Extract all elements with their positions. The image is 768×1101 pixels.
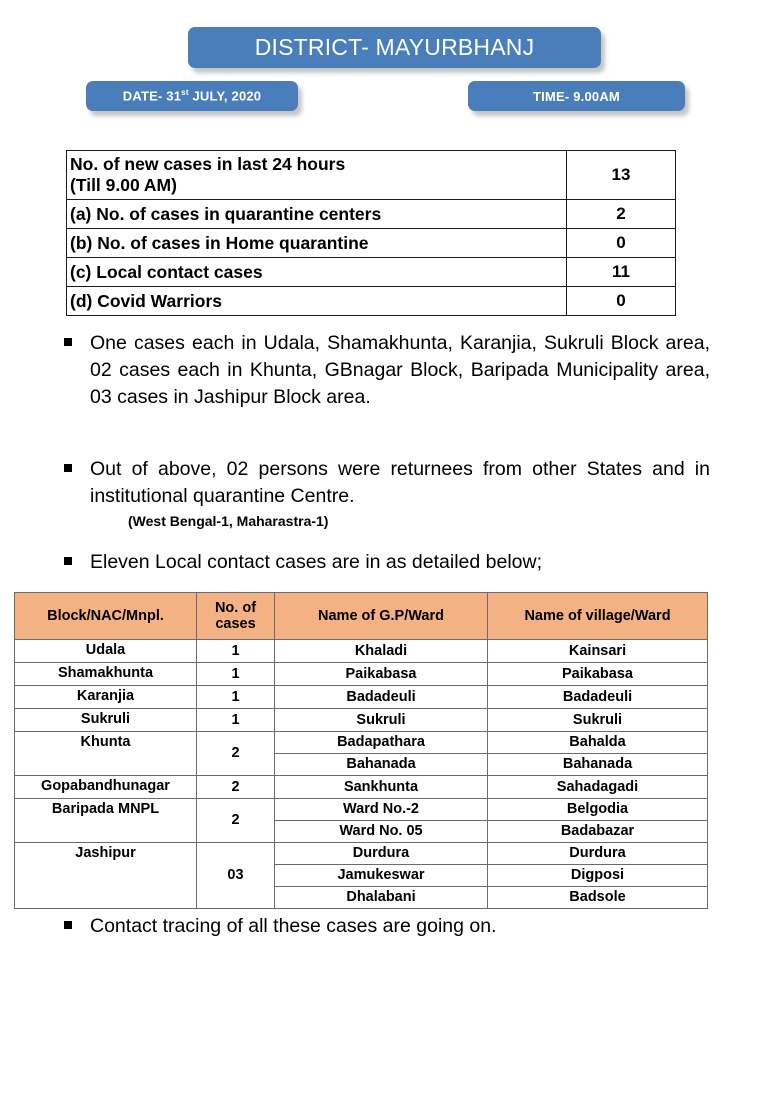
table-header-row bbox=[15, 593, 708, 640]
gp-ward-name: Ward No. 05 bbox=[275, 821, 488, 843]
gp-ward-name: Sukruli bbox=[275, 709, 488, 732]
district-title-text: DISTRICT- MAYURBHANJ bbox=[254, 34, 535, 60]
bullet-block-local-contact-intro bbox=[64, 549, 712, 576]
block-case-count: 1 bbox=[197, 663, 275, 686]
table-row bbox=[15, 776, 708, 799]
column-header-cases-line1: No. of bbox=[214, 599, 257, 616]
local-contact-cases-table bbox=[14, 592, 708, 909]
square-bullet-icon bbox=[64, 464, 72, 472]
column-header-gp-ward: Name of G.P/Ward bbox=[275, 593, 488, 640]
table-row bbox=[67, 200, 676, 229]
district-title-banner bbox=[188, 27, 601, 68]
detail-table-body bbox=[15, 640, 708, 909]
bullet-text-returnees-wrapper bbox=[90, 456, 710, 531]
summary-label-line1: No. of new cases in last 24 hours bbox=[70, 154, 346, 175]
summary-value-covid-warriors: 0 bbox=[567, 287, 676, 316]
bullet-text-contact-tracing: Contact tracing of all these cases are going on. bbox=[90, 915, 497, 937]
column-header-village-ward: Name of village/Ward bbox=[488, 593, 708, 640]
summary-label-line2: (Till 9.00 AM) bbox=[70, 175, 177, 195]
gp-ward-name: Badapathara bbox=[275, 732, 488, 754]
block-name: Karanjia bbox=[15, 686, 197, 709]
gp-ward-name: Khaladi bbox=[275, 640, 488, 663]
square-bullet-icon bbox=[64, 921, 72, 929]
date-banner bbox=[86, 81, 298, 111]
table-row bbox=[15, 663, 708, 686]
summary-label-quarantine-centers: (a) No. of cases in quarantine centers bbox=[67, 200, 567, 229]
summary-value-quarantine-centers: 2 bbox=[567, 200, 676, 229]
village-ward-name: Badsole bbox=[488, 887, 708, 909]
bullet-block-contact-tracing bbox=[64, 913, 712, 940]
table-row bbox=[67, 287, 676, 316]
village-ward-name: Bahalda bbox=[488, 732, 708, 754]
gp-ward-name: Badadeuli bbox=[275, 686, 488, 709]
block-case-count: 2 bbox=[197, 776, 275, 799]
block-name: Khunta bbox=[15, 732, 197, 776]
block-name: Sukruli bbox=[15, 709, 197, 732]
block-case-count: 1 bbox=[197, 709, 275, 732]
date-prefix: DATE- 31 bbox=[122, 88, 182, 104]
village-ward-name: Kainsari bbox=[488, 640, 708, 663]
bullet-block-returnees bbox=[64, 456, 712, 531]
date-text bbox=[123, 88, 262, 103]
block-name: Udala bbox=[15, 640, 197, 663]
gp-ward-name: Paikabasa bbox=[275, 663, 488, 686]
table-row bbox=[67, 258, 676, 287]
block-case-count: 03 bbox=[197, 843, 275, 909]
square-bullet-icon bbox=[64, 557, 72, 565]
village-ward-name: Bahanada bbox=[488, 754, 708, 776]
table-row bbox=[15, 843, 708, 865]
summary-label-total bbox=[67, 151, 567, 200]
gp-ward-name: Ward No.-2 bbox=[275, 799, 488, 821]
bullet-block-case-distribution bbox=[64, 330, 712, 411]
village-ward-name: Durdura bbox=[488, 843, 708, 865]
village-ward-name: Sahadagadi bbox=[488, 776, 708, 799]
block-case-count: 1 bbox=[197, 686, 275, 709]
block-case-count: 2 bbox=[197, 799, 275, 843]
returnees-state-note: (West Bengal-1, Maharastra-1) bbox=[128, 512, 329, 529]
square-bullet-icon bbox=[64, 338, 72, 346]
summary-value-home-quarantine: 0 bbox=[567, 229, 676, 258]
table-row bbox=[15, 640, 708, 663]
detail-table-head bbox=[15, 593, 708, 640]
block-name: Gopabandhunagar bbox=[15, 776, 197, 799]
date-superscript: st bbox=[181, 88, 189, 98]
bullet-text-returnees: Out of above, 02 persons were returnees from other States and in institutional quarantine Centre. bbox=[90, 458, 710, 507]
time-text: TIME- 9.00AM bbox=[533, 88, 620, 104]
table-row bbox=[67, 151, 676, 200]
summary-table-body bbox=[67, 151, 676, 316]
gp-ward-name: Jamukeswar bbox=[275, 865, 488, 887]
column-header-cases bbox=[197, 593, 275, 640]
summary-label-covid-warriors: (d) Covid Warriors bbox=[67, 287, 567, 316]
gp-ward-name: Dhalabani bbox=[275, 887, 488, 909]
table-row bbox=[67, 229, 676, 258]
column-header-cases-line2: cases bbox=[215, 616, 256, 632]
gp-ward-name: Sankhunta bbox=[275, 776, 488, 799]
village-ward-name: Belgodia bbox=[488, 799, 708, 821]
table-row bbox=[15, 799, 708, 821]
bullet-text-case-distribution: One cases each in Udala, Shamakhunta, Karanjia, Sukruli Block area, 02 cases each in Khunta, GBnagar Block, Baripada Municipality area, 03 cases in Jashipur Block area. bbox=[90, 332, 710, 408]
block-case-count: 1 bbox=[197, 640, 275, 663]
summary-value-local-contact: 11 bbox=[567, 258, 676, 287]
table-row bbox=[15, 732, 708, 754]
column-header-block: Block/NAC/Mnpl. bbox=[15, 593, 197, 640]
village-ward-name: Digposi bbox=[488, 865, 708, 887]
village-ward-name: Sukruli bbox=[488, 709, 708, 732]
gp-ward-name: Bahanada bbox=[275, 754, 488, 776]
bullet-text-local-contact-intro: Eleven Local contact cases are in as detailed below; bbox=[90, 551, 543, 573]
block-name: Baripada MNPL bbox=[15, 799, 197, 843]
village-ward-name: Badadeuli bbox=[488, 686, 708, 709]
block-name: Jashipur bbox=[15, 843, 197, 909]
block-case-count: 2 bbox=[197, 732, 275, 776]
table-row bbox=[15, 686, 708, 709]
summary-label-home-quarantine: (b) No. of cases in Home quarantine bbox=[67, 229, 567, 258]
summary-label-local-contact: (c) Local contact cases bbox=[67, 258, 567, 287]
summary-value-total: 13 bbox=[567, 151, 676, 200]
block-name: Shamakhunta bbox=[15, 663, 197, 686]
village-ward-name: Badabazar bbox=[488, 821, 708, 843]
date-suffix: JULY, 2020 bbox=[188, 88, 262, 104]
gp-ward-name: Durdura bbox=[275, 843, 488, 865]
time-banner bbox=[468, 81, 685, 111]
summary-table bbox=[66, 150, 676, 316]
table-row bbox=[15, 709, 708, 732]
village-ward-name: Paikabasa bbox=[488, 663, 708, 686]
